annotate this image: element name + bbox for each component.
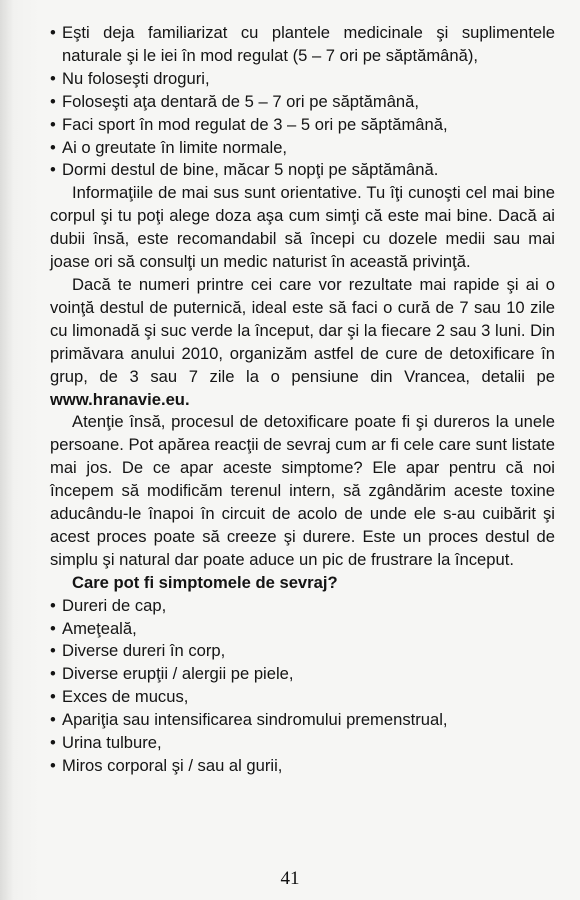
list-item: • Diverse dureri în corp, xyxy=(50,640,555,663)
bullet-icon: • xyxy=(50,618,56,638)
paragraph-orientation: Informaţiile de mai sus sunt orientative. Tu îţi cunoşti cel mai bine corpul şi tu poţi alege doza aşa cum simţi că este mai bine. Dacă ai dubii însă, este recomandabil să începi cu dozele medii sau mai joase ori să consulţi un medic naturist în această privinţă. xyxy=(50,183,555,272)
bullet-icon: • xyxy=(50,687,56,707)
bullet-icon: • xyxy=(50,733,56,753)
bullet-list-top xyxy=(50,22,555,182)
list-item: • Faci sport în mod regulat de 3 – 5 ori pe săptămână, xyxy=(50,114,555,137)
list-item: • Dureri de cap, xyxy=(50,595,555,618)
list-item: • Apariţia sau intensificarea sindromului premenstrual, xyxy=(50,709,555,732)
bullet-icon: • xyxy=(50,756,56,775)
list-item: • Diverse erupţii / alergii pe piele, xyxy=(50,663,555,686)
section-heading: Care pot fi simptomele de sevraj? xyxy=(72,572,338,592)
paragraph-withdrawal: Atenţie însă, procesul de detoxificare poate fi şi dureros la unele persoane. Pot apărea reacţii de sevraj cum ar fi cele care sunt listate mai jos. De ce apar aceste simptome? Ele apar pentru că noi începem să modificăm terenul intern, să zgândărim aceste toxine aducându-le înapoi în circuit de acolo de unde ele s-au cuibărit şi acest proces poate să creeze şi durere. Este un proces destul de simplu şi natural dar poate aduce un pic de frustrare la început. xyxy=(50,412,555,569)
page-body xyxy=(50,22,555,778)
bullet-list-symptoms xyxy=(50,595,555,778)
bullet-icon: • xyxy=(50,595,56,615)
list-item: • Dormi destul de bine, măcar 5 nopţi pe săptămână. xyxy=(50,159,555,182)
bullet-icon: • xyxy=(50,91,56,111)
page-number: 41 xyxy=(280,868,300,889)
website-link: www.hranavie.eu. xyxy=(50,389,190,409)
bullet-icon: • xyxy=(50,23,56,42)
bullet-icon: • xyxy=(50,68,56,88)
list-item: • Ai o greutate în limite normale, xyxy=(50,137,555,160)
bullet-icon: • xyxy=(50,641,56,661)
list-item: • Miros corporal şi / sau al gurii, xyxy=(50,755,555,778)
list-item: • Eşti deja familiarizat cu plantele medicinale şi suplimentele naturale şi le iei în mod regulat (5 – 7 ori pe săptămână), xyxy=(50,23,555,65)
bullet-icon: • xyxy=(50,114,56,134)
bullet-icon: • xyxy=(50,710,56,730)
list-item: • Urina tulbure, xyxy=(50,732,555,755)
paragraph-detox-cure: Dacă te numeri printre cei care vor rezultate mai rapide şi ai o voinţă destul de puternică, ideal este să faci o cură de 7 sau 10 zile cu limonadă şi suc verde la început, dar şi la fiecare 2 sau 3 luni. Din primăvara anului 2010, organizăm astfel de cure de detoxificare în grup, de 3 sau 7 zile la o pensiune din Vrancea, detalii pe www.hranavie.eu. xyxy=(50,274,555,409)
list-item: • Nu foloseşti droguri, xyxy=(50,68,555,91)
bullet-icon: • xyxy=(50,160,56,180)
list-item: • Ameţeală, xyxy=(50,618,555,641)
bullet-icon: • xyxy=(50,664,56,684)
bullet-icon: • xyxy=(50,137,56,157)
list-item: • Foloseşti aţa dentară de 5 – 7 ori pe săptămână, xyxy=(50,91,555,114)
list-item: • Exces de mucus, xyxy=(50,686,555,709)
